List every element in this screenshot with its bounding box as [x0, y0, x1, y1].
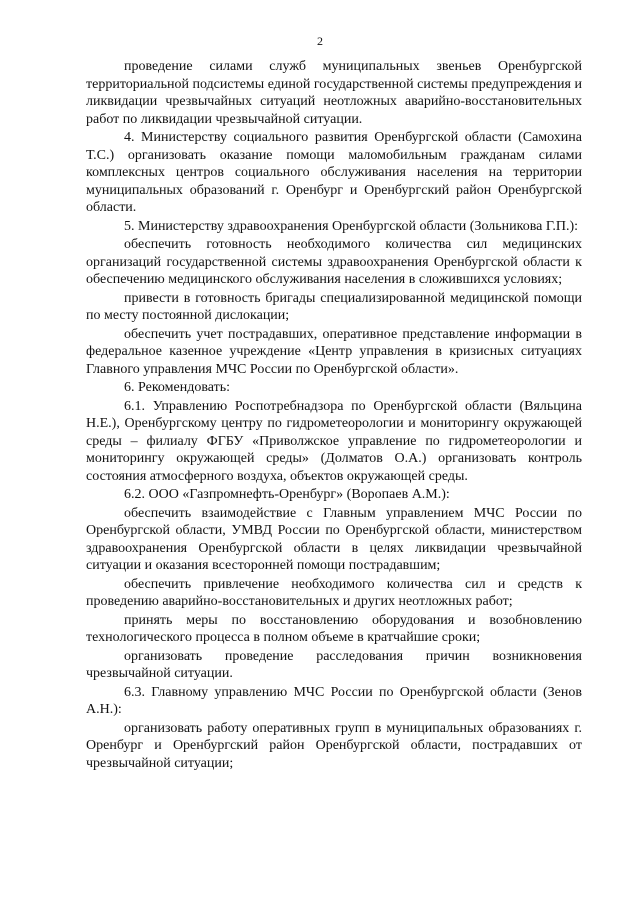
document-body	[86, 58, 582, 773]
page-number: 2	[317, 34, 323, 48]
paragraph: проведение силами служб муниципальных звеньев Оренбургской территориальной подсистемы единой государственной системы предупреждения и ликвидации чрезвычайных ситуаций неотложных аварийно-восстановительных работ по ликвидации чрезвычайной ситуации.	[86, 59, 582, 127]
paragraph: 5. Министерству здравоохранения Оренбургской области (Зольникова Г.П.):	[124, 218, 579, 234]
paragraph: принять меры по восстановлению оборудования и возобновлению технологического процесса в полном объеме в кратчайшие сроки;	[86, 612, 582, 645]
paragraph: обеспечить привлечение необходимого количества сил и средств к проведению аварийно-восстановительных и других неотложных работ;	[86, 576, 582, 609]
paragraph: 4. Министерству социального развития Оренбургской области (Самохина Т.С.) организовать оказание помощи маломобильным гражданам силами комплексных центров социального обслуживания населения на территории муниципальных образований г. Оренбург и Оренбургский район Оренбургской области.	[86, 130, 582, 215]
paragraph: 6.1. Управлению Роспотребнадзора по Оренбургской области (Вяльцина Н.Е.), Оренбургскому центру по гидрометеорологии и мониторингу окружающей среды – филиалу ФГБУ «Приволжское управление по гидрометеорологии и мониторингу окружающей среды» (Долматов О.А.) организовать контроль состояния атмосферного воздуха, объектов окружающей среды.	[86, 398, 582, 484]
paragraph: привести в готовность бригады специализированной медицинской помощи по месту постоянной дислокации;	[86, 290, 582, 323]
paragraph: 6. Рекомендовать:	[124, 380, 230, 395]
paragraph: 6.3. Главному управлению МЧС России по Оренбургской области (Зенов А.Н.):	[86, 684, 582, 717]
paragraph: организовать работу оперативных групп в муниципальных образованиях г. Оренбург и Оренбургский район Оренбургской области, пострадавших от чрезвычайной ситуации;	[86, 720, 582, 771]
paragraph: обеспечить взаимодействие с Главным управлением МЧС России по Оренбургской области, УМВД России по Оренбургской области, министерством здравоохранения Оренбургской области в целях ликвидации чрезвычайной ситуации и оказания всесторонней помощи пострадавшим;	[86, 505, 582, 573]
paragraph: организовать проведение расследования причин возникновения чрезвычайной ситуации.	[86, 648, 582, 681]
paragraph: обеспечить учет пострадавших, оперативное представление информации в федеральное казенное учреждение «Центр управления в кризисных ситуациях Главного управления МЧС России по Оренбургской области».	[86, 326, 582, 377]
paragraph: обеспечить готовность необходимого количества сил медицинских организаций государственной системы здравоохранения Оренбургской области к обеспечению медицинского обслуживания населения в сложившихся условиях;	[86, 237, 582, 287]
paragraph: 6.2. ООО «Газпромнефть-Оренбург» (Воропаев А.М.):	[124, 487, 450, 502]
